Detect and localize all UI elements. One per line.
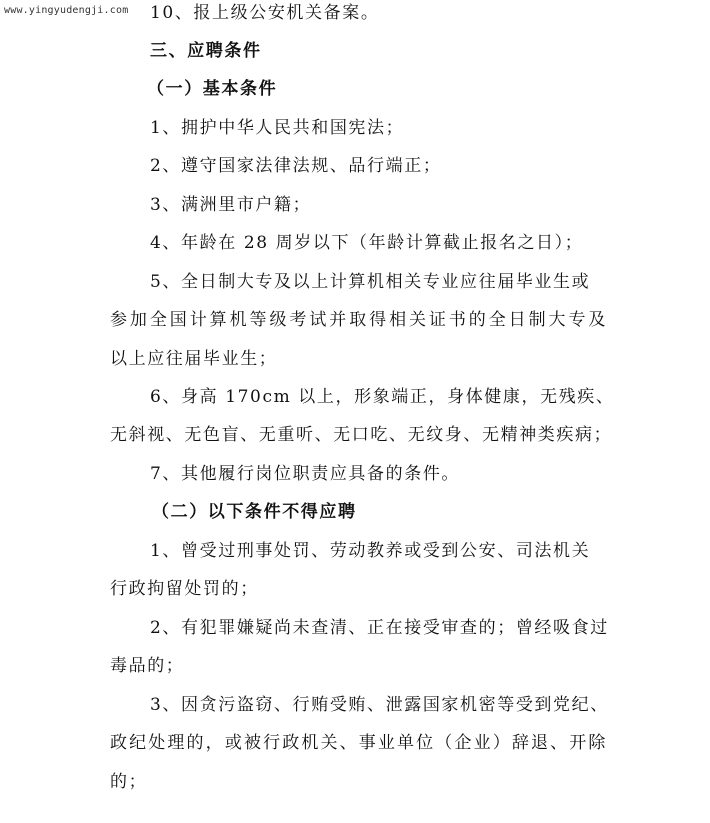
item-10-line: 10、报上级公安机关备案。 (150, 3, 380, 23)
condition-5-line-2: 参加全国计算机等级考试并取得相关证书的全日制大专及 (110, 310, 607, 330)
exclusion-1-line-2: 行政拘留处罚的； (110, 579, 259, 599)
exclusion-2-line-2: 毒品的； (110, 656, 185, 676)
condition-2: 2、遵守国家法律法规、品行端正； (150, 156, 442, 176)
condition-4: 4、年龄在 28 周岁以下（年龄计算截止报名之日）； (150, 233, 584, 253)
exclusion-3-line-1: 3、因贪污盗窃、行贿受贿、泄露国家机密等受到党纪、 (150, 695, 609, 715)
condition-5-line-3: 以上应往届毕业生； (110, 349, 278, 369)
subsection-heading-basic: （一）基本条件 (147, 79, 278, 99)
watermark: www.yingyudengji.com (4, 5, 129, 16)
condition-6-line-2: 无斜视、无色盲、无重听、无口吃、无纹身、无精神类疾病； (110, 425, 613, 445)
condition-3: 3、满洲里市户籍； (150, 195, 312, 215)
exclusion-2-line-1: 2、有犯罪嫌疑尚未查清、正在接受审查的；曾经吸食过 (150, 618, 609, 638)
section-heading: 三、应聘条件 (150, 41, 262, 61)
condition-1: 1、拥护中华人民共和国宪法； (150, 118, 405, 138)
condition-5-line-1: 5、全日制大专及以上计算机相关专业应往届毕业生或 (150, 272, 591, 292)
subsection-heading-excluded: （二）以下条件不得应聘 (152, 502, 357, 522)
exclusion-1-line-1: 1、曾受过刑事处罚、劳动教养或受到公安、司法机关 (150, 541, 591, 561)
exclusion-3-line-2: 政纪处理的，或被行政机关、事业单位（企业）辞退、开除 (110, 733, 607, 753)
exclusion-3-line-3: 的； (110, 772, 148, 792)
condition-7: 7、其他履行岗位职责应具备的条件。 (150, 464, 461, 484)
condition-6-line-1: 6、身高 170cm 以上，形象端正，身体健康，无残疾、 (150, 387, 615, 407)
